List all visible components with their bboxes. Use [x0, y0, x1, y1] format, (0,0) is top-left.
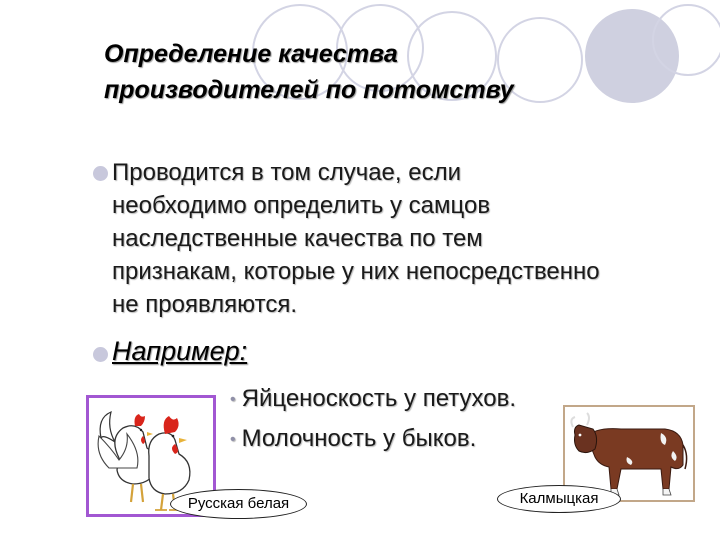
main-bullet-icon — [93, 166, 108, 181]
sub-item-text: Молочность у быков. — [241, 425, 477, 452]
main-bullet-line: Проводится в том случае, если — [112, 159, 461, 186]
main-bullet-line: необходимо определить у самцов — [112, 192, 491, 219]
title-line-1: Определение качества — [104, 40, 398, 68]
small-bullet-icon: • — [230, 391, 236, 408]
deco-circle-filled — [585, 9, 679, 103]
sub-item-text: Яйценоскость у петухов. — [241, 385, 517, 412]
main-bullet-line: не проявляются. — [112, 291, 298, 318]
cow-breed-label: Калмыцкая — [497, 485, 621, 513]
rooster-breed-label: Русская белая — [170, 489, 307, 519]
title-line-2: производителей по потомству — [104, 76, 514, 104]
main-bullet-line: наследственные качества по тем — [112, 225, 483, 252]
sub-item-milk-production — [230, 425, 476, 453]
example-heading: Например: — [112, 336, 248, 366]
sub-item-egg-production — [230, 385, 516, 413]
main-bullet-line: признакам, которые у них непосредственно — [112, 258, 600, 285]
small-bullet-icon: • — [230, 431, 236, 448]
main-bullet-text — [112, 156, 702, 321]
slide-title — [104, 36, 514, 108]
example-bullet-icon — [93, 347, 108, 362]
